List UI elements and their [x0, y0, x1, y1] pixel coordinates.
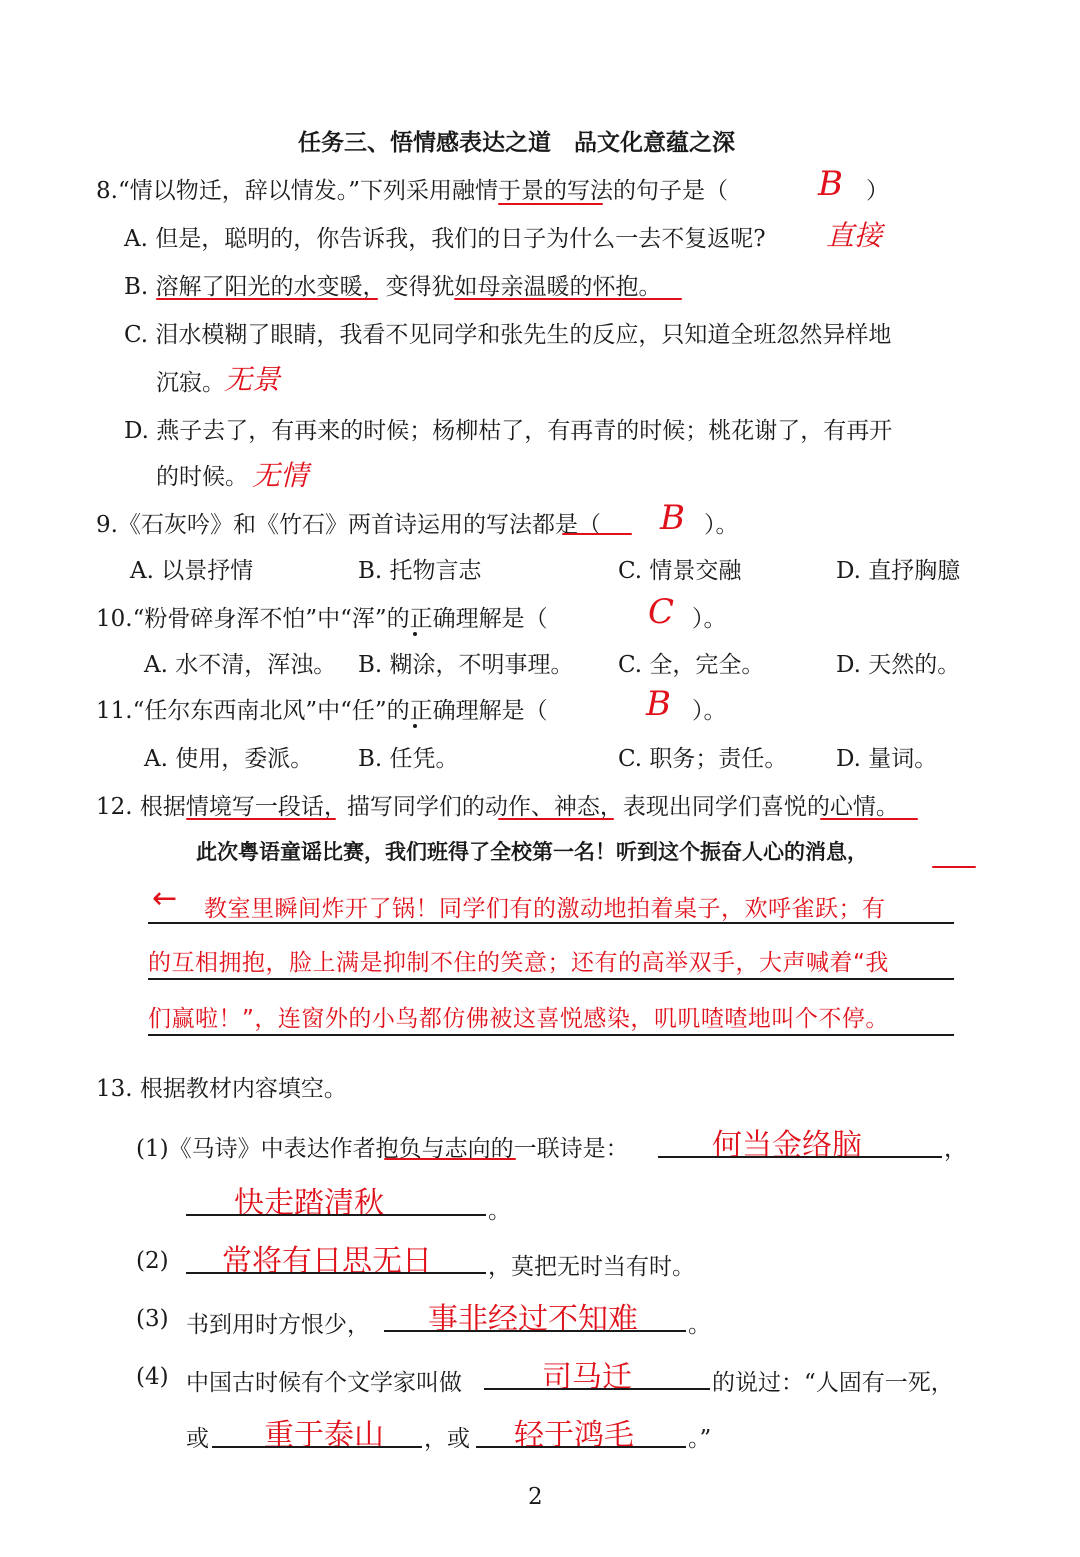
- q8-option-a-note: 直接: [826, 219, 883, 252]
- blank-line: [186, 1214, 486, 1216]
- q9-option-c: C. 情景交融: [618, 558, 742, 584]
- blank-line: [484, 1388, 710, 1390]
- answer-line: [148, 978, 954, 980]
- q10-option-b: B. 糊涂，不明事理。: [358, 652, 574, 678]
- q11-option-b: B. 任凭。: [358, 746, 459, 772]
- q13-p1-comma: ，: [944, 1136, 967, 1162]
- q11-answer: B: [646, 684, 671, 724]
- q13-p4-rest: 的说过：“人固有一死，: [712, 1370, 954, 1396]
- q10-stem-close: ）。: [692, 606, 727, 632]
- q13-p1-answer-1: 何当金络脑: [712, 1128, 862, 1163]
- q9-option-b: B. 托物言志: [358, 558, 482, 584]
- underline-mark: [562, 533, 632, 535]
- blank-line: [658, 1156, 942, 1158]
- q10-option-c: C. 全，完全。: [618, 652, 765, 678]
- q12-answer-line-1: 教室里瞬间炸开了锅！同学们有的激动地拍着桌子，欢呼雀跃；有: [204, 896, 886, 922]
- q10-answer: C: [648, 592, 675, 632]
- emphasis-dot: [413, 724, 417, 728]
- q13-p1-end: 。: [488, 1198, 511, 1224]
- q13-p2-label: (2): [136, 1248, 169, 1274]
- q10-option-a: A. 水不清，浑浊。: [144, 652, 337, 678]
- q12-answer-line-2: 的互相拥抱，脸上满是抑制不住的笑意；还有的高举双手，大声喊着“我: [148, 950, 889, 976]
- q11-stem-close: ）。: [692, 698, 727, 724]
- underline-mark: [384, 1158, 516, 1160]
- q13-p3-label: (3): [136, 1306, 169, 1332]
- q9-stem: 9.《石灰吟》和《竹石》两首诗运用的写法都是（: [96, 512, 601, 538]
- q13-p4-label: (4): [136, 1364, 169, 1390]
- q8-option-c: C. 泪水模糊了眼睛，我看不见同学和张先生的反应，只知道全班忽然异样地: [124, 322, 892, 348]
- q9-answer: B: [660, 498, 685, 538]
- blank-line: [212, 1446, 422, 1448]
- q8-option-d-cont: 的时候。: [156, 464, 248, 490]
- q10-option-d: D. 天然的。: [836, 652, 961, 678]
- q8-option-a: A. 但是，聪明的，你告诉我，我们的日子为什么一去不复返呢?: [124, 226, 766, 252]
- q8-option-d-note: 无情: [252, 459, 309, 492]
- q8-option-c-note: 无景: [224, 363, 281, 396]
- answer-line: [148, 922, 954, 924]
- q11-option-c: C. 职务；责任。: [618, 746, 788, 772]
- blank-line: [476, 1446, 686, 1448]
- q8-stem-close: ）: [866, 178, 889, 204]
- q8-option-c-cont: 沉寂。: [156, 370, 225, 396]
- q13-p3-answer: 事非经过不知难: [428, 1302, 638, 1337]
- q9-option-a: A. 以景抒情: [130, 558, 254, 584]
- q12-answer-line-3: 们赢啦！”，连窗外的小鸟都仿佛被这喜悦感染，叽叽喳喳地叫个不停。: [148, 1006, 889, 1032]
- underline-mark: [498, 818, 614, 820]
- q13-p4-or-1: 或: [186, 1426, 209, 1452]
- q13-p4-text: 中国古时候有个文学家叫做: [186, 1370, 462, 1396]
- q13-p4-or-2: ，或: [424, 1426, 470, 1452]
- underline-mark: [820, 818, 918, 820]
- q12-stem: 12. 根据情境写一段话，描写同学们的动作、神态，表现出同学们喜悦的心情。: [96, 794, 899, 820]
- q12-prompt: 此次粤语童谣比赛，我们班得了全校第一名！听到这个振奋人心的消息，: [196, 840, 868, 864]
- q13-p1-answer-2: 快走踏清秋: [234, 1186, 384, 1221]
- q13-p2-answer: 常将有日思无日: [222, 1244, 432, 1279]
- page-number: 2: [528, 1484, 543, 1510]
- q8-option-d: D. 燕子去了，有再来的时候；杨柳枯了，有再青的时候；桃花谢了，有再开: [124, 418, 893, 444]
- q11-stem: 11.“任尔东西南北风”中“任”的正确理解是（: [96, 698, 548, 724]
- q13-p3-text: 书到用时方恨少，: [186, 1312, 370, 1338]
- underline-mark: [454, 298, 682, 300]
- q8-answer: B: [818, 164, 843, 204]
- answer-line: [148, 1034, 954, 1036]
- emphasis-dot: [413, 632, 417, 636]
- q13-p4-end: 。”: [688, 1426, 712, 1452]
- q8-option-b: B. 溶解了阳光的水变暖，变得犹如母亲温暖的怀抱。: [124, 274, 662, 300]
- underline-mark: [186, 818, 336, 820]
- q13-p3-end: 。: [688, 1312, 711, 1338]
- q11-option-d: D. 量词。: [836, 746, 938, 772]
- underline-mark: [156, 298, 378, 300]
- q12-arrow-icon: ←: [152, 881, 178, 916]
- underline-mark: [932, 866, 976, 868]
- q13-p2-rest: ，莫把无时当有时。: [488, 1254, 695, 1280]
- underline-mark: [498, 203, 603, 205]
- q11-option-a: A. 使用，委派。: [144, 746, 314, 772]
- q10-stem: 10.“粉骨碎身浑不怕”中“浑”的正确理解是（: [96, 606, 548, 632]
- q13-p4-answer-1: 司马迁: [542, 1360, 632, 1395]
- q13-p1-label: (1)《马诗》中表达作者抱负与志向的一联诗是：: [136, 1136, 629, 1162]
- blank-line: [384, 1330, 686, 1332]
- q8-stem: 8.“情以物迁，辞以情发。”下列采用融情于景的写法的句子是（: [96, 178, 728, 204]
- q9-stem-close: ）。: [704, 512, 739, 538]
- blank-line: [186, 1272, 486, 1274]
- section-title: 任务三、悟情感表达之道 品文化意蕴之深: [298, 130, 735, 156]
- q13-p4-answer-2: 重于泰山: [264, 1418, 384, 1453]
- q13-p4-answer-3: 轻于鸿毛: [514, 1418, 634, 1453]
- q13-stem: 13. 根据教材内容填空。: [96, 1076, 347, 1102]
- q9-option-d: D. 直抒胸臆: [836, 558, 961, 584]
